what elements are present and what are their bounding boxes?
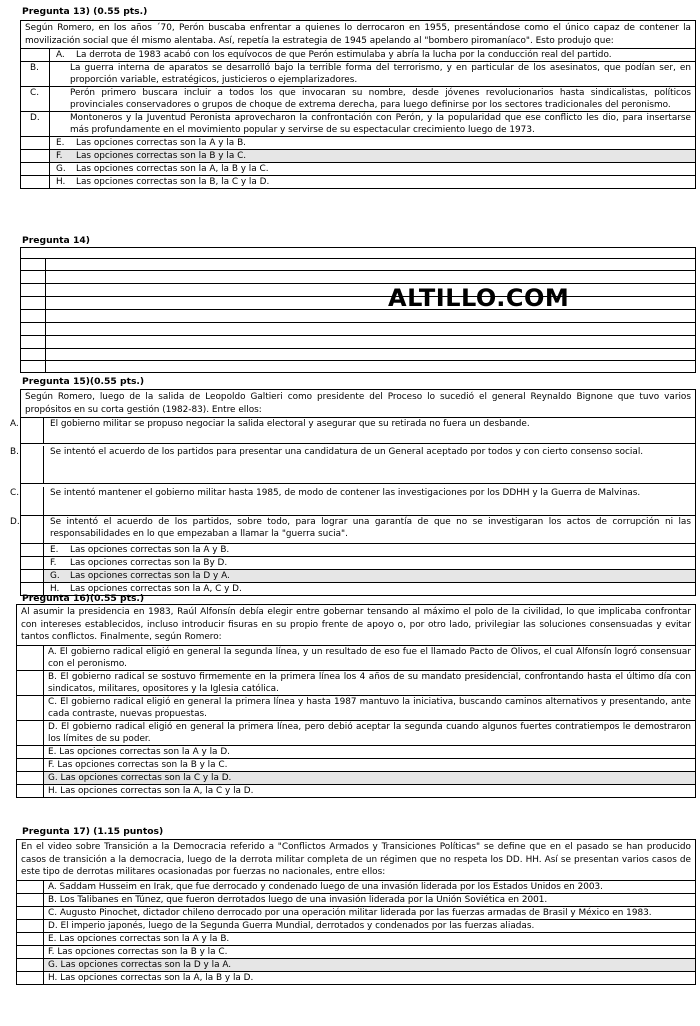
question-17-title: Pregunta 17) (1.15 puntos) (22, 826, 164, 837)
q13-option-d[interactable]: D. Montoneros y la Juventud Peronista aprovecharon la confrontación con Perón, y la popularidad que ese conflicto les dio, para insertarse más profundamente en el movimiento popular y servirse de su espectacular crecimiento luego de 1973. (21, 112, 695, 137)
q17-option-f[interactable]: F. Las opciones correctas son la B y la C. (17, 946, 695, 959)
q15-option-b[interactable]: B. Se intentó el acuerdo de los partidos para presentar una candidatura de un General aceptado por todos y con cierto consenso social. (21, 444, 695, 484)
q15-option-a[interactable]: A. El gobierno militar se propuso negociar la salida electoral y asegurar que su retirada no fuera un desbande. (21, 418, 695, 444)
q15-option-d[interactable]: D. Se intentó el acuerdo de los partidos, sobre todo, para lograr una garantía de que no se investigaran los actos de corrupción ni las responsabilidades en lo que empezaban a llamar la "guerra sucia". (21, 516, 695, 544)
q15-option-g[interactable]: G. Las opciones correctas son la D y A. (21, 570, 695, 583)
watermark-logo: ALTILLO.COM (388, 284, 570, 312)
q17-option-b[interactable]: B. Los Talibanes en Túnez, que fueron derrotados luego de una invasión liderada por la Unión Soviética en 2001. (17, 894, 695, 907)
question-14-answer-grid[interactable] (20, 247, 696, 373)
q13-option-a[interactable]: A. La derrota de 1983 acabó con los equívocos de que Perón estimulaba y abría la lucha por la conducción real del partido. (21, 49, 695, 62)
question-14-title: Pregunta 14) (22, 235, 90, 246)
q15-option-e[interactable]: E. Las opciones correctas son la A y B. (21, 544, 695, 557)
q16-option-f[interactable]: F. Las opciones correctas son la B y la C. (17, 759, 695, 772)
question-13-title: Pregunta 13) (0.55 pts.) (22, 6, 148, 17)
q17-option-g[interactable]: G. Las opciones correctas son la D y la A. (17, 959, 695, 972)
question-15-title: Pregunta 15)(0.55 pts.) (22, 376, 145, 387)
q17-option-a[interactable]: A. Saddam Husseim en Irak, que fue derrocado y condenado luego de una invasión liderada por los Estados Unidos en 2003. (17, 881, 695, 894)
question-16-title: Pregunta 16)(0.55 pts.) (22, 593, 145, 604)
q16-option-g[interactable]: G. Las opciones correctas son la C y la D. (17, 772, 695, 785)
q16-option-e[interactable]: E. Las opciones correctas son la A y la D. (17, 746, 695, 759)
q17-option-h[interactable]: H. Las opciones correctas son la A, la B y la D. (17, 972, 695, 985)
question-13-box (20, 20, 696, 189)
question-16-stem: Al asumir la presidencia en 1983, Raúl Alfonsín debía elegir entre gobernar tensando al máximo el polo de la civilidad, lo que implicaba confrontar con intereses establecidos, incluso introducir fisuras en su propio frente de apoyo o, por otro lado, privilegiar las soluciones consensuadas y evitar tantos conflictos. Finalmente, según Romero: (17, 605, 695, 646)
question-13-stem: Según Romero, en los años ´70, Perón buscaba enfrentar a quienes lo derrocaron en 1955, presentándose como el único capaz de contener la movilización social que él mismo alentaba. Así, repetía la estrategia de 1945 apelando al "bombero piromaníaco". Esto produjo que: (21, 21, 695, 49)
q16-option-c[interactable]: C. El gobierno radical eligió en general la primera línea y hasta 1987 mantuvo la iniciativa, buscando caminos alternativos y presentando, ante cada contraste, nuevas propuestas. (17, 696, 695, 721)
question-17-box (16, 839, 696, 985)
q13-option-c[interactable]: C. Perón primero buscara incluir a todos los que invocaran su nombre, desde jóvenes revolucionarios hasta sindicalistas, políticos provinciales conservadores o grupos de choque de extrema derecha, para luego definirse por los sectores tradicionales del peronismo. (21, 87, 695, 112)
question-15-box (10, 389, 696, 596)
q13-option-g[interactable]: G. Las opciones correctas son la A, la B y la C. (21, 163, 695, 176)
q15-option-f[interactable]: F. Las opciones correctas son la By D. (21, 557, 695, 570)
q13-option-h[interactable]: H. Las opciones correctas son la B, la C y la D. (21, 176, 695, 189)
q17-option-e[interactable]: E. Las opciones correctas son la A y la B. (17, 933, 695, 946)
question-15-stem: Según Romero, luego de la salida de Leopoldo Galtieri como presidente del Proceso lo sucedió el general Reynaldo Bignone que tuvo varios propósitos en su corta gestión (1982-83). Entre ellos: (21, 390, 695, 418)
q16-option-b[interactable]: B. El gobierno radical se sostuvo firmemente en la primera línea los 4 años de su mandato presidencial, confrontando hasta el último día con sindicatos, militares, opositores y la Iglesia católica. (17, 671, 695, 696)
q16-option-d[interactable]: D. El gobierno radical eligió en general la primera línea, pero debió aceptar la segunda cuando algunos fuertes contratiempos le demostraron los límites de su poder. (17, 721, 695, 746)
q13-option-f[interactable]: F. Las opciones correctas son la B y la C. (21, 150, 695, 163)
q16-option-h[interactable]: H. Las opciones correctas son la A, la C y la D. (17, 785, 695, 798)
q15-option-c[interactable]: C. Se intentó mantener el gobierno militar hasta 1985, de modo de contener las investigaciones por los DDHH y la Guerra de Malvinas. (21, 484, 695, 516)
question-17-stem: En el video sobre Transición a la Democracia referido a "Conflictos Armados y Transiciones Políticas" se define que en el pasado se han producido casos de transición a la democracia, luego de la derrota militar completa de un régimen que no respeta los DD. HH. Así se presentan varios casos de este tipo de derrotas militares ocasionadas por fuerzas no nacionales, entre ellos: (17, 840, 695, 881)
q17-option-c[interactable]: C. Augusto Pinochet, dictador chileno derrocado por una operación militar liderada por las fuerzas armadas de Brasil y México en 1983. (17, 907, 695, 920)
q13-option-e[interactable]: E. Las opciones correctas son la A y la B. (21, 137, 695, 150)
q17-option-d[interactable]: D. El imperio japonés, luego de la Segunda Guerra Mundial, derrotados y condenados por las fuerzas aliadas. (17, 920, 695, 933)
question-16-box (16, 604, 696, 798)
q16-option-a[interactable]: A. El gobierno radical eligió en general la segunda línea, y un resultado de eso fue el llamado Pacto de Olivos, el cual Alfonsín logró consensuar con el peronismo. (17, 646, 695, 671)
q13-option-b[interactable]: B. La guerra interna de aparatos se desarrolló bajo la terrible forma del terrorismo, y en particular de los asesinatos, que podían ser, en proporción variable, estratégicos, justicieros o ejemplarizadores. (21, 62, 695, 87)
q15-option-h[interactable]: H. Las opciones correctas son la A, C y D. (21, 583, 695, 596)
